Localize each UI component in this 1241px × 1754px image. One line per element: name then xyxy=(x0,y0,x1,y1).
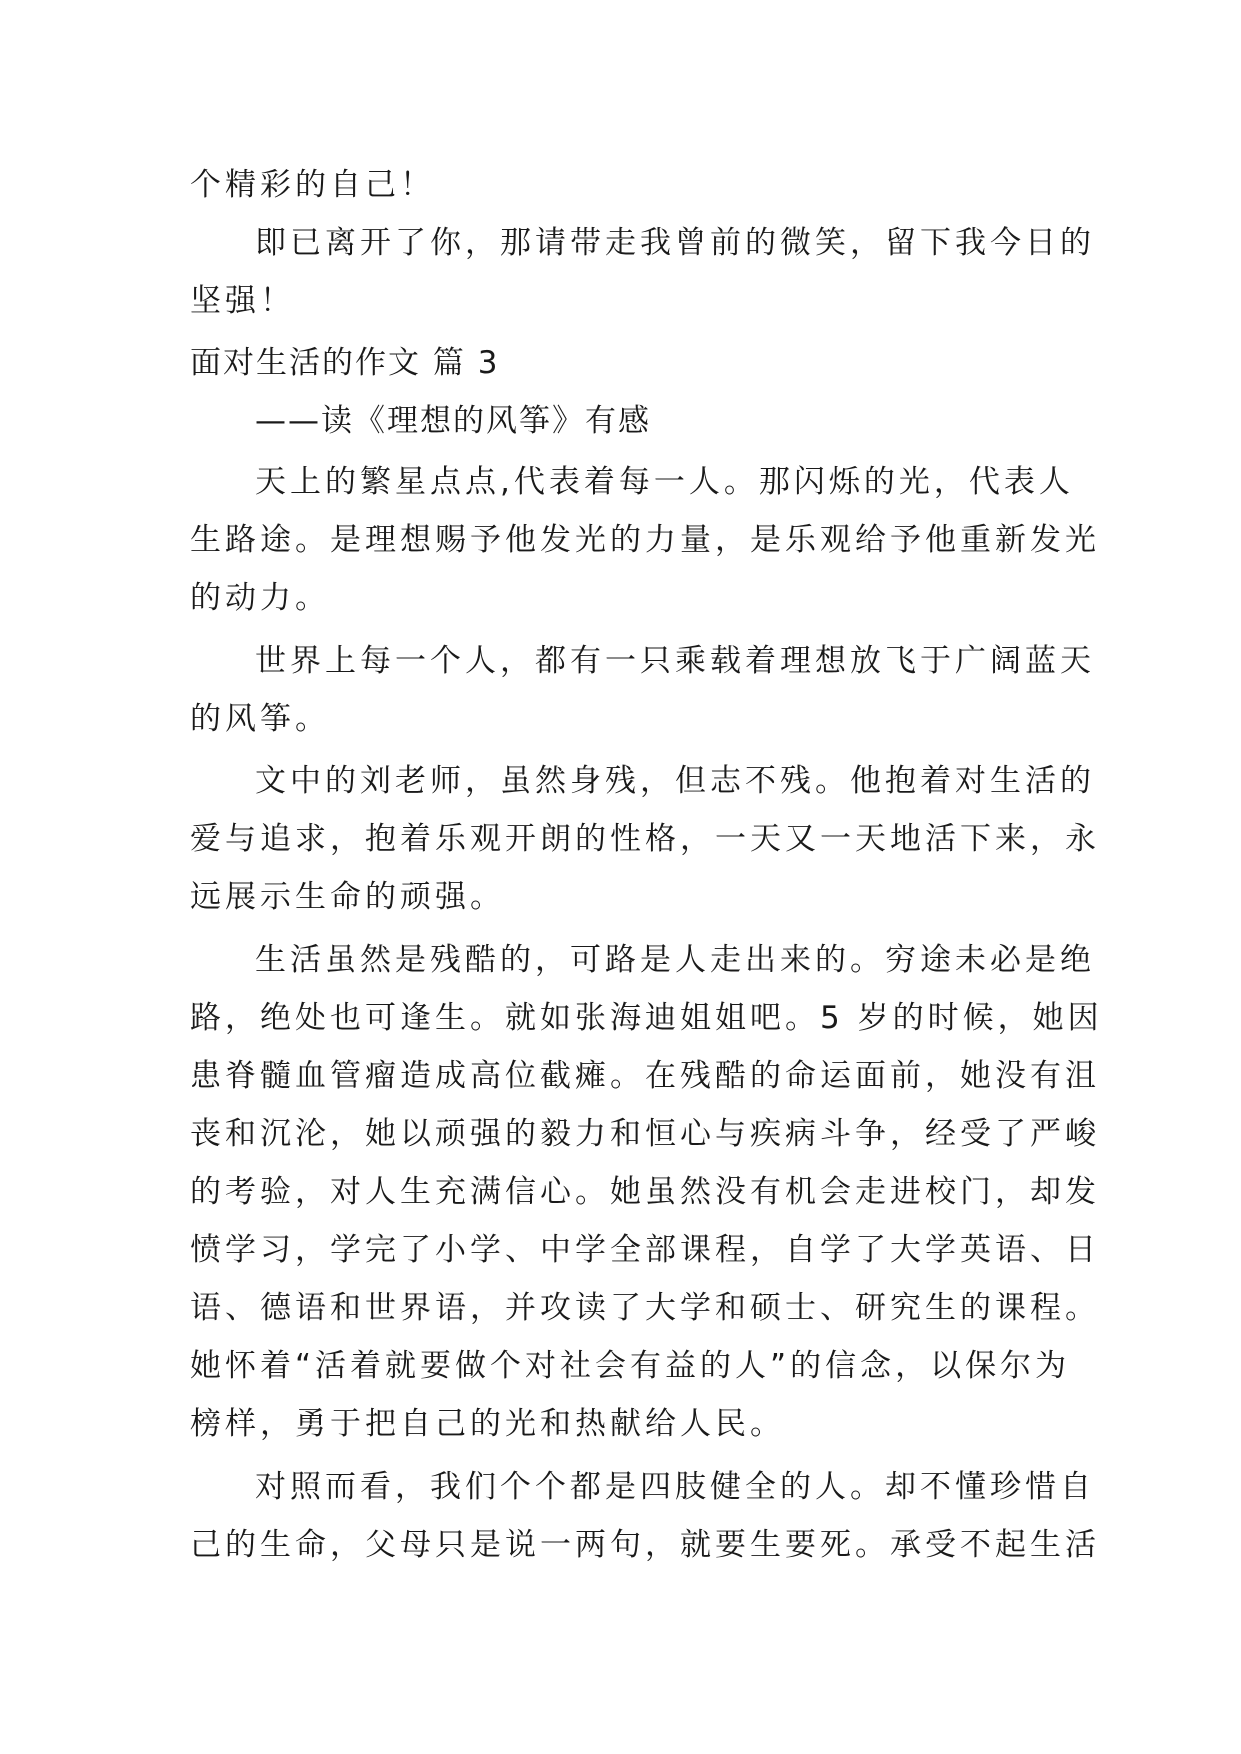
section-heading: 面对生活的作文 篇 3 xyxy=(190,345,500,381)
text-line: 即已离开了你，那请带走我曾前的微笑，留下我今日的 xyxy=(255,225,1095,261)
text-line: 的动力。 xyxy=(190,580,330,616)
text-line: 的考验，对人生充满信心。她虽然没有机会走进校门，却发 xyxy=(190,1174,1100,1210)
text-line: 路，绝处也可逢生。就如张海迪姐姐吧。5 岁的时候，她因 xyxy=(190,1000,1103,1036)
text-line: 天上的繁星点点,代表着每一人。那闪烁的光，代表人 xyxy=(255,464,1074,500)
text-line: 生活虽然是残酷的，可路是人走出来的。穷途未必是绝 xyxy=(255,942,1095,978)
text-line: 她怀着“活着就要做个对社会有益的人”的信念，以保尔为 xyxy=(190,1348,1071,1384)
text-line: 世界上每一个人，都有一只乘载着理想放飞于广阔蓝天 xyxy=(255,643,1095,679)
text-line: 语、德语和世界语，并攻读了大学和硕士、研究生的课程。 xyxy=(190,1290,1100,1326)
text-line: 个精彩的自己！ xyxy=(190,167,435,203)
text-line: 愤学习，学完了小学、中学全部课程，自学了大学英语、日 xyxy=(190,1232,1100,1268)
text-line: 的风筝。 xyxy=(190,701,330,737)
text-line: 患脊髓血管瘤造成高位截瘫。在残酷的命运面前，她没有沮 xyxy=(190,1058,1100,1094)
text-line: 坚强！ xyxy=(190,283,295,319)
section-subtitle: ——读《理想的风筝》有感 xyxy=(255,403,651,439)
text-line: 己的生命，父母只是说一两句，就要生要死。承受不起生活 xyxy=(190,1527,1100,1563)
text-line: 对照而看，我们个个都是四肢健全的人。却不懂珍惜自 xyxy=(255,1469,1095,1505)
text-line: 生路途。是理想赐予他发光的力量，是乐观给予他重新发光 xyxy=(190,522,1100,558)
text-line: 远展示生命的顽强。 xyxy=(190,879,505,915)
text-line: 榜样，勇于把自己的光和热献给人民。 xyxy=(190,1406,785,1442)
text-line: 文中的刘老师，虽然身残，但志不残。他抱着对生活的 xyxy=(255,763,1095,799)
text-line: 丧和沉沦，她以顽强的毅力和恒心与疾病斗争，经受了严峻 xyxy=(190,1116,1100,1152)
text-line: 爱与追求，抱着乐观开朗的性格，一天又一天地活下来，永 xyxy=(190,821,1100,857)
